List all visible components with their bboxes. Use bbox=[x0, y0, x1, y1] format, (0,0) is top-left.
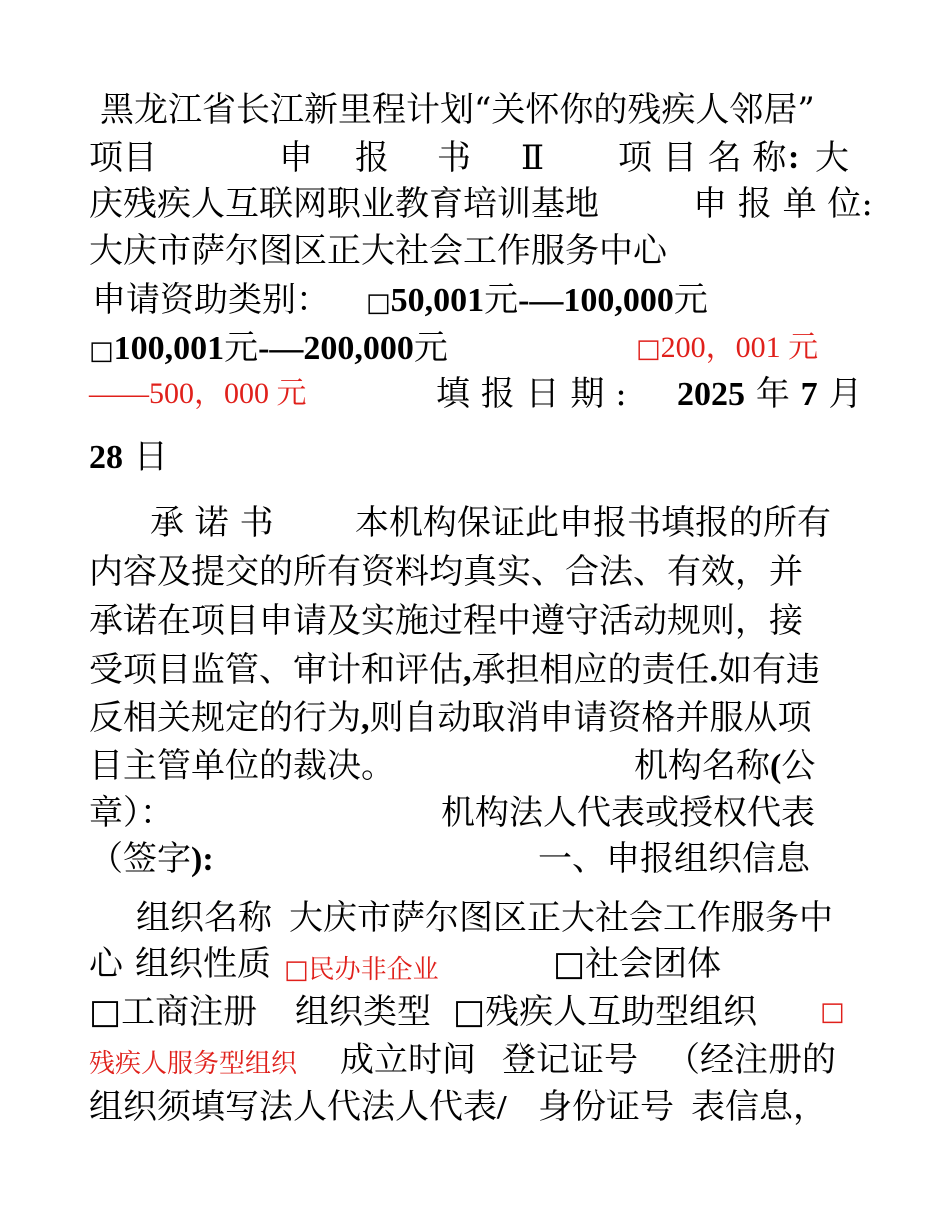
doc-label: 项目 bbox=[89, 138, 157, 178]
pledge-comma: , bbox=[463, 652, 472, 689]
org-seal-label: 章）： bbox=[89, 793, 174, 833]
pledge-text-4c: 承担相应的责任 bbox=[471, 650, 710, 690]
org-name-label: 机构名称 bbox=[634, 746, 770, 786]
pledge-text-2: 内容及提交的所有资料均真实、合法、有效，并 bbox=[89, 552, 803, 592]
section-1-title: 一、申报组织信息 bbox=[538, 839, 810, 879]
funding-opt2-dash: -— bbox=[258, 330, 304, 367]
date-day-line bbox=[89, 437, 168, 478]
sign-close: ): bbox=[191, 841, 214, 878]
info-label: 表信息， bbox=[691, 1087, 827, 1127]
pledge-title: 承 诺 书 bbox=[150, 503, 274, 543]
id-number-label: 身份证号 bbox=[538, 1087, 674, 1127]
doc-label-5: Ⅱ bbox=[521, 138, 545, 178]
funding-opt1-dash: -— bbox=[518, 282, 564, 319]
funding-opt1-unit: 元 bbox=[484, 280, 519, 320]
doc-label-3: 报 bbox=[355, 138, 389, 178]
funding-opt1-min: 50,001 bbox=[390, 282, 485, 319]
funding-opt3-min: 200，001 元 bbox=[660, 331, 819, 364]
type-service-checkbox[interactable]: □ bbox=[820, 997, 845, 1027]
funding-opt3-checkbox[interactable]: □ bbox=[636, 334, 661, 364]
type-service-oriented: 残疾人服务型组织 bbox=[89, 1049, 298, 1079]
date-month-unit: 月 bbox=[828, 374, 863, 414]
doc-label-2: 申 bbox=[279, 138, 313, 178]
project-name-start: 大 bbox=[815, 138, 849, 178]
date-year: 2025 bbox=[677, 376, 745, 413]
funding-opt1-checkbox[interactable]: □ bbox=[366, 288, 391, 318]
org-name-value: 大庆市萨尔图区正大社会工作服务中 bbox=[289, 898, 833, 938]
registration-note: （经注册的 bbox=[666, 1040, 836, 1080]
funding-label: 申请资助类别： bbox=[92, 280, 330, 320]
nature-social-group[interactable]: □社会团体 bbox=[553, 944, 722, 984]
pledge-text-5c: 则自动取消申请资格并服从项 bbox=[369, 698, 812, 738]
project-name: 庆残疾人互联网职业教育培训基地 bbox=[89, 184, 599, 224]
pledge-text-4a: 受项目监管、审计和评估 bbox=[89, 650, 463, 690]
org-name-label-2: 公 bbox=[781, 746, 816, 786]
pledge-line-2 bbox=[89, 552, 803, 592]
pledge-text-6: 目主管单位的裁决。 bbox=[89, 746, 395, 786]
nature-business-registration[interactable]: □工商注册 bbox=[89, 992, 258, 1032]
funding-opt3-max: ——500，000 元 bbox=[89, 377, 307, 410]
funding-opt2-unit-2: 元 bbox=[413, 328, 448, 368]
sign-label: （签字 bbox=[89, 839, 191, 879]
pledge-period: . bbox=[709, 652, 718, 689]
funding-opt2-unit: 元 bbox=[224, 328, 259, 368]
nature-private-nonenterprise[interactable]: □民办非企业 bbox=[284, 955, 439, 985]
pledge-line-3 bbox=[89, 601, 803, 641]
pledge-text-3: 承诺在项目申请及实施过程中遵守活动规则，接 bbox=[89, 601, 803, 641]
registration-note-2: 组织须填写法人代法人代表 bbox=[89, 1087, 497, 1127]
title-line-1 bbox=[100, 90, 815, 130]
project-name-colon: : bbox=[788, 139, 800, 176]
applicant-name: 大庆市萨尔图区正大社会工作服务中心 bbox=[89, 231, 667, 271]
org-name-field-label: 组织名称 bbox=[136, 898, 272, 938]
pledge-line-5 bbox=[89, 698, 812, 739]
registration-label: 登记证号 bbox=[502, 1040, 638, 1080]
funding-opt1-unit-2: 元 bbox=[673, 280, 708, 320]
project-name-label: 项 目 名 称 bbox=[618, 138, 787, 178]
pledge-text-1: 本机构保证此申报书填报的所有 bbox=[355, 503, 831, 543]
pledge-text-4e: 如有违 bbox=[718, 650, 820, 690]
pledge-comma-2: , bbox=[361, 700, 370, 737]
doc-label-4: 书 bbox=[437, 138, 471, 178]
date-label: 填 报 日 期 : bbox=[436, 374, 627, 414]
nature-label: 组织性质 bbox=[135, 944, 271, 984]
date-day: 28 bbox=[89, 439, 123, 476]
date-day-unit: 日 bbox=[133, 437, 168, 477]
title-text: 黑龙江省长江新里程计划“关怀你的残疾人邻居” bbox=[100, 90, 815, 130]
org-name-value-2: 心 bbox=[89, 944, 123, 984]
applicant-label: 申 报 单 位: bbox=[693, 184, 873, 224]
registration-slash: / bbox=[497, 1089, 507, 1126]
applicant-line bbox=[89, 231, 667, 271]
funding-opt2-checkbox[interactable]: □ bbox=[89, 336, 114, 366]
funding-opt2-max: 200,000 bbox=[303, 330, 414, 367]
org-name-paren: ( bbox=[770, 748, 782, 785]
type-mutual-aid[interactable]: □残疾人互助型组织 bbox=[453, 992, 758, 1032]
funding-opt1-max: 100,000 bbox=[563, 282, 674, 319]
pledge-line-4 bbox=[89, 650, 820, 691]
type-label: 组织类型 bbox=[295, 992, 431, 1032]
rep-label: 机构法人代表或授权代表 bbox=[441, 793, 815, 833]
funding-opt2-min: 100,001 bbox=[113, 330, 225, 367]
date-year-unit: 年 bbox=[755, 374, 790, 414]
date-month: 7 bbox=[800, 376, 818, 413]
pledge-text-5a: 反相关规定的行为 bbox=[89, 698, 361, 738]
founded-label: 成立时间 bbox=[340, 1040, 476, 1080]
